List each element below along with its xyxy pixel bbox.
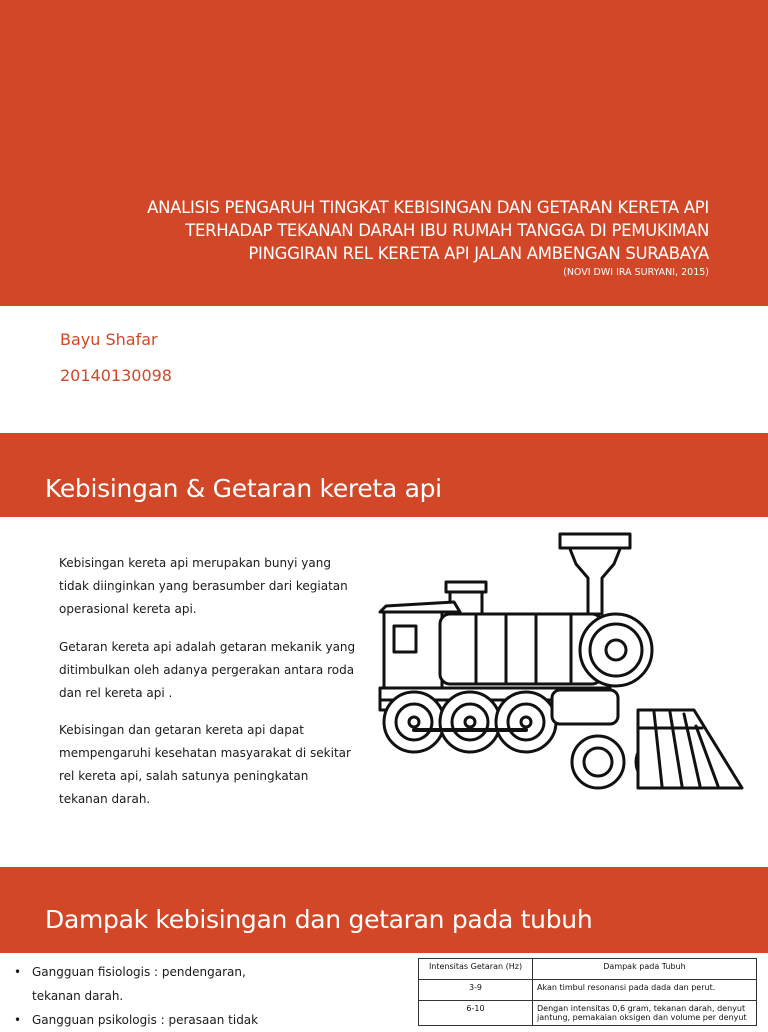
paragraph-getaran: Getaran kereta api adalah getaran mekanik yang ditimbulkan oleh adanya pergerakan antara roda dan rel kereta api . (59, 640, 356, 700)
section-header-kebisingan (0, 433, 768, 517)
paragraph-kebisingan: Kebisingan kereta api merupakan bunyi yang tidak diinginkan yang berasumber dari kegiatan operasional kereta api. (59, 556, 348, 616)
title-line-2: TERHADAP TEKANAN DARAH IBU RUMAH TANGGA DI PEMUKIMAN (185, 221, 709, 240)
bullet-marker: • (14, 1013, 22, 1027)
section-header-dampak (0, 867, 768, 953)
column-header: Dampak pada Tubuh (533, 959, 757, 980)
list-item (14, 1008, 314, 1032)
locomotive-illustration (376, 530, 746, 792)
source-credit: (NOVI DWI IRA SURYANI, 2015) (563, 267, 709, 278)
column-header: Intensitas Getaran (Hz) (419, 959, 533, 980)
author-name: Bayu Shafar (60, 330, 158, 349)
section-title-dampak: Dampak kebisingan dan getaran pada tubuh (45, 905, 593, 934)
bullet-text: Gangguan fisiologis : pendengaran, (32, 965, 246, 979)
title-line-1: ANALISIS PENGARUH TINGKAT KEBISINGAN DAN GETARAN KERETA API (147, 198, 709, 217)
table-header-row (419, 959, 757, 980)
list-item (14, 960, 314, 984)
table-cell: 6-10 (419, 1001, 533, 1026)
title-slide-header (0, 0, 768, 306)
table-cell: 3-9 (419, 980, 533, 1001)
vibration-effects-table (418, 958, 757, 1026)
table-cell: Dengan intensitas 0,6 gram, tekanan darah, denyut jantung, pemakaian oksigen dan volume per denyut (533, 1001, 757, 1026)
table-cell: Akan timbul resonansi pada dada dan perut. (533, 980, 757, 1001)
bullet-text-continued: tekanan darah. (32, 989, 124, 1003)
table-row (419, 980, 757, 1001)
bullet-marker: • (14, 965, 22, 979)
table-row (419, 1001, 757, 1026)
effects-bullet-list (14, 960, 314, 1032)
presentation-title (89, 196, 709, 278)
author-id: 20140130098 (60, 366, 172, 385)
title-line-3: PINGGIRAN REL KERETA API JALAN AMBENGAN SURABAYA (248, 244, 709, 263)
bullet-text: Gangguan psikologis : perasaan tidak (32, 1013, 259, 1027)
section-title: Kebisingan & Getaran kereta api (45, 474, 442, 503)
paragraph-dampak: Kebisingan dan getaran kereta api dapat mempengaruhi kesehatan masyarakat di sekitar rel kereta api, salah satunya peningkatan tekanan darah. (59, 723, 351, 806)
